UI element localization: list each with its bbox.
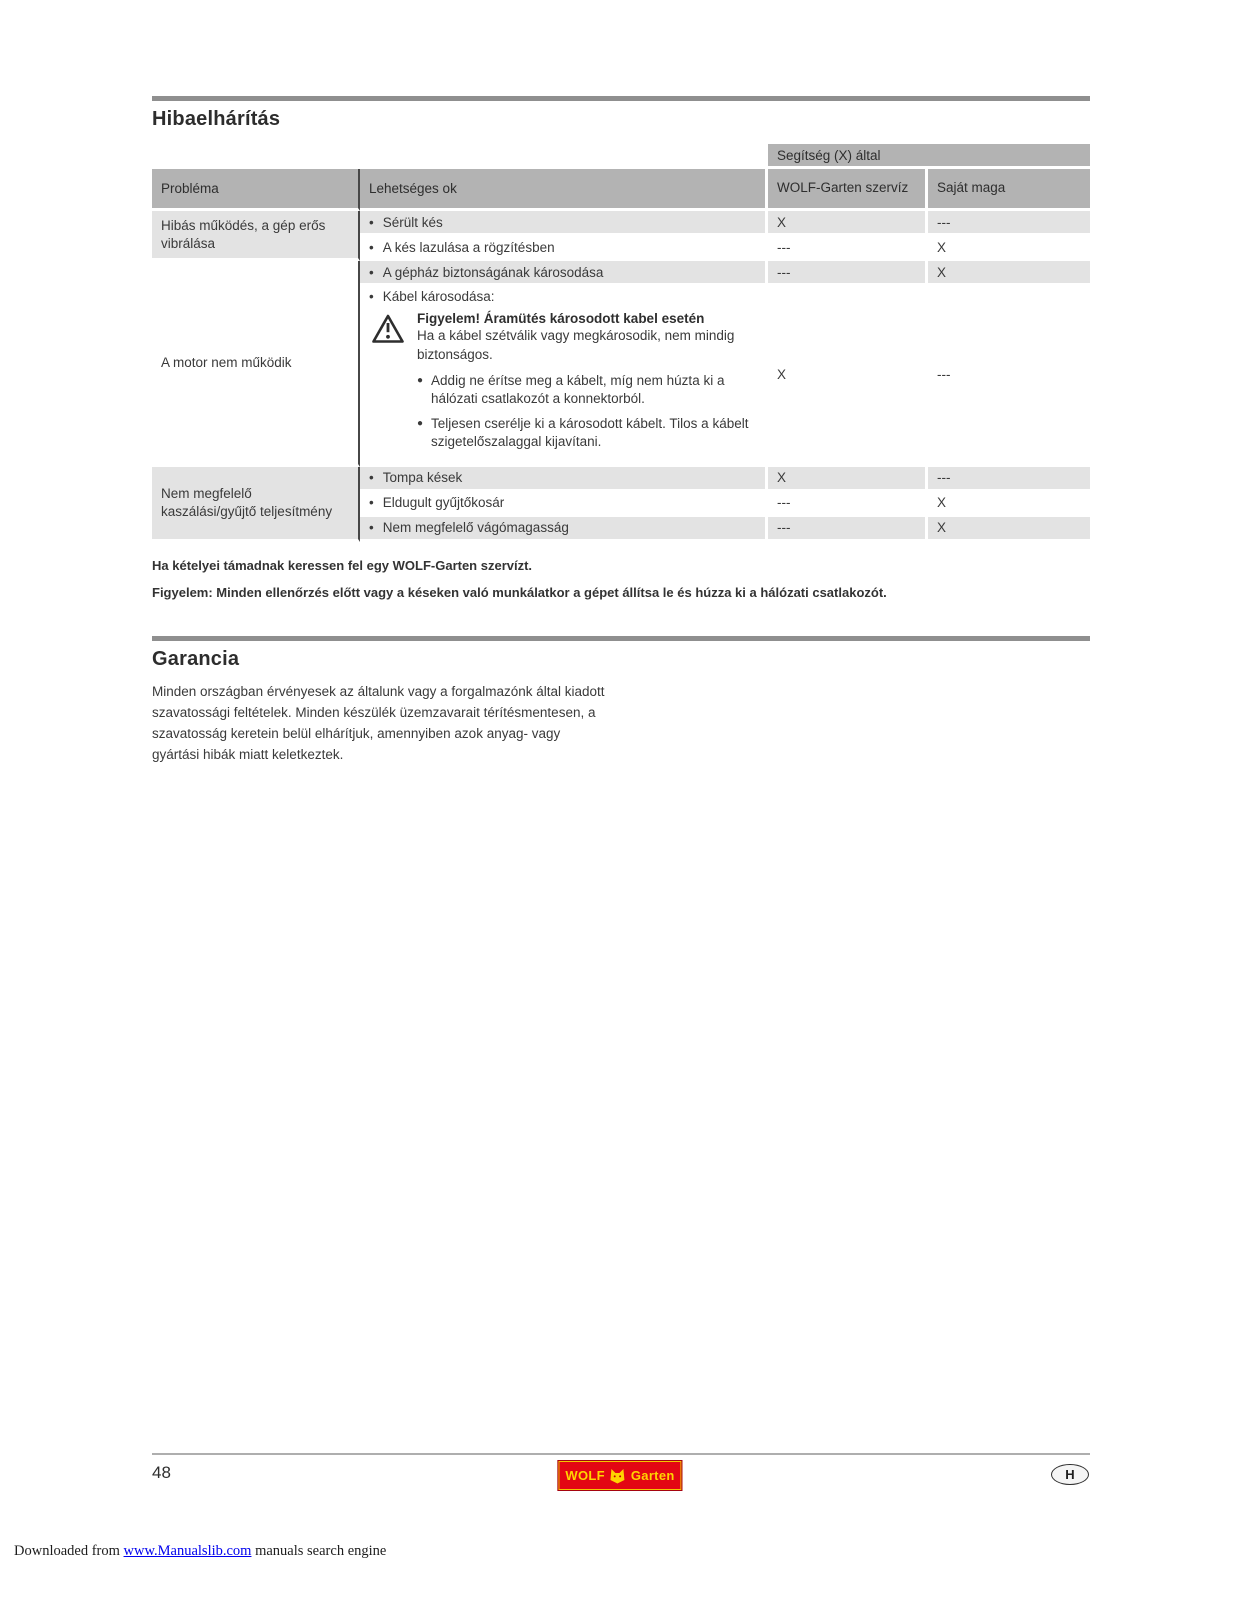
service-cell: --- bbox=[768, 261, 928, 286]
warning-body bbox=[417, 311, 756, 459]
table-row bbox=[152, 211, 1090, 236]
service-cell: --- bbox=[768, 517, 928, 542]
column-header-problem: Probléma bbox=[152, 169, 360, 211]
problem-cell bbox=[152, 467, 360, 542]
logo-garten-text: Garten bbox=[630, 1468, 675, 1483]
problem-text: Hibás működés, a gép erős vibrálása bbox=[161, 217, 326, 251]
section-divider-bar bbox=[152, 96, 1090, 101]
page-number: 48 bbox=[152, 1463, 171, 1482]
country-badge: H bbox=[1051, 1464, 1089, 1485]
warning-triangle-icon bbox=[371, 313, 405, 344]
bullet-icon: • bbox=[369, 495, 374, 511]
cause-cell bbox=[360, 517, 768, 542]
self-cell: X bbox=[928, 261, 1090, 286]
problem-cell bbox=[152, 211, 360, 261]
attention-note: Figyelem: Minden ellenőrzés előtt vagy a késeken való munkálatkor a gépet állítsa le és húzza ki a hálózati csatlakozót. bbox=[152, 585, 887, 601]
bullet-icon: • bbox=[369, 214, 374, 230]
cause-text: Sérült kés bbox=[382, 214, 443, 230]
round-bullet-icon: ● bbox=[417, 374, 424, 386]
wolf-head-icon bbox=[609, 1467, 627, 1484]
warning-item-text: Addig ne érítse meg a kábelt, míg nem húzta ki a hálózati csatlakozót a konnektorból. bbox=[431, 372, 725, 406]
warranty-paragraph: Minden országban érvényesek az általunk vagy a forgalmazónk által kiadott szavatossági feltételek. Minden készülék üzemzavarait térítésmentesen, a szavatosság keretein belül elhárítjuk, amennyiben azok anyag- vagy gyártási hibák miatt keletkeztek. bbox=[152, 683, 605, 762]
header-spacer bbox=[152, 144, 768, 169]
cause-cell bbox=[360, 236, 768, 261]
cause-cell bbox=[360, 261, 768, 286]
self-cell: X bbox=[928, 517, 1090, 542]
footer-rule bbox=[152, 1453, 1090, 1455]
column-header-row bbox=[152, 169, 1090, 211]
cause-cell bbox=[360, 211, 768, 236]
column-header-cause: Lehetséges ok bbox=[360, 169, 768, 211]
bullet-icon: • bbox=[369, 470, 374, 486]
service-cell: --- bbox=[768, 492, 928, 517]
table-row bbox=[152, 261, 1090, 286]
warning-item-text: Teljesen cserélje ki a károsodott kábelt. Tilos a kábelt szigetelőszalaggal kijavítani. bbox=[431, 416, 749, 450]
warning-list bbox=[417, 372, 756, 452]
cause-cell bbox=[360, 286, 768, 467]
self-cell: X bbox=[928, 492, 1090, 517]
warning-title: Figyelem! Áramütés károsodott kabel esetén bbox=[417, 311, 705, 326]
troubleshooting-table bbox=[152, 144, 1090, 542]
service-cell: X bbox=[768, 286, 928, 467]
table-row bbox=[152, 467, 1090, 492]
warning-block bbox=[371, 311, 756, 459]
download-suffix: manuals search engine bbox=[251, 1543, 387, 1559]
bullet-icon: • bbox=[369, 264, 374, 280]
round-bullet-icon: ● bbox=[417, 418, 424, 430]
cause-text: Nem megfelelő vágómagasság bbox=[382, 520, 569, 536]
problem-text: A motor nem működik bbox=[161, 354, 292, 370]
problem-text: Nem megfelelő kaszálási/gyűjtő teljesítmény bbox=[161, 486, 333, 519]
self-cell: --- bbox=[928, 467, 1090, 492]
help-header-cell: Segítség (X) által bbox=[768, 144, 1090, 169]
help-header-row bbox=[152, 144, 1090, 169]
warning-item bbox=[417, 372, 756, 408]
bullet-icon: • bbox=[369, 289, 374, 304]
logo-wolf-text: WOLF bbox=[565, 1468, 605, 1483]
cause-cell bbox=[360, 492, 768, 517]
cause-text: A kés lazulása a rögzítésben bbox=[382, 239, 555, 255]
bullet-icon: • bbox=[369, 239, 374, 255]
problem-cell bbox=[152, 261, 360, 467]
cause-text: A gépház biztonságának károsodása bbox=[382, 264, 604, 280]
column-header-self: Saját maga bbox=[928, 169, 1090, 211]
self-cell: --- bbox=[928, 286, 1090, 467]
column-header-service: WOLF-Garten szervíz bbox=[768, 169, 928, 211]
service-cell: X bbox=[768, 211, 928, 236]
warranty-section bbox=[152, 636, 1090, 766]
cause-cell bbox=[360, 467, 768, 492]
wolf-garten-logo bbox=[557, 1460, 682, 1491]
self-cell: --- bbox=[928, 211, 1090, 236]
troubleshooting-title: Hibaelhárítás bbox=[152, 108, 281, 130]
warning-item bbox=[417, 415, 756, 451]
service-cell: X bbox=[768, 467, 928, 492]
cause-text: Kábel károsodása: bbox=[382, 289, 495, 304]
download-prefix: Downloaded from bbox=[14, 1543, 124, 1559]
cause-text: Tompa kések bbox=[382, 470, 463, 486]
self-cell: X bbox=[928, 236, 1090, 261]
cause-text: Eldugult gyűjtőkosár bbox=[382, 495, 505, 511]
service-note: Ha kételyei támadnak keressen fel egy WOLF-Garten szervízt. bbox=[152, 557, 533, 573]
download-bar bbox=[14, 1543, 386, 1560]
content-area bbox=[152, 96, 1090, 765]
section-divider-bar bbox=[152, 636, 1090, 641]
warning-text: Ha a kábel szétválik vagy megkárosodik, nem mindig biztonságos. bbox=[417, 328, 735, 362]
service-cell: --- bbox=[768, 236, 928, 261]
warranty-title: Garancia bbox=[152, 647, 240, 670]
manualslib-link[interactable]: www.Manualslib.com bbox=[123, 1543, 252, 1559]
bullet-icon: • bbox=[369, 520, 374, 536]
